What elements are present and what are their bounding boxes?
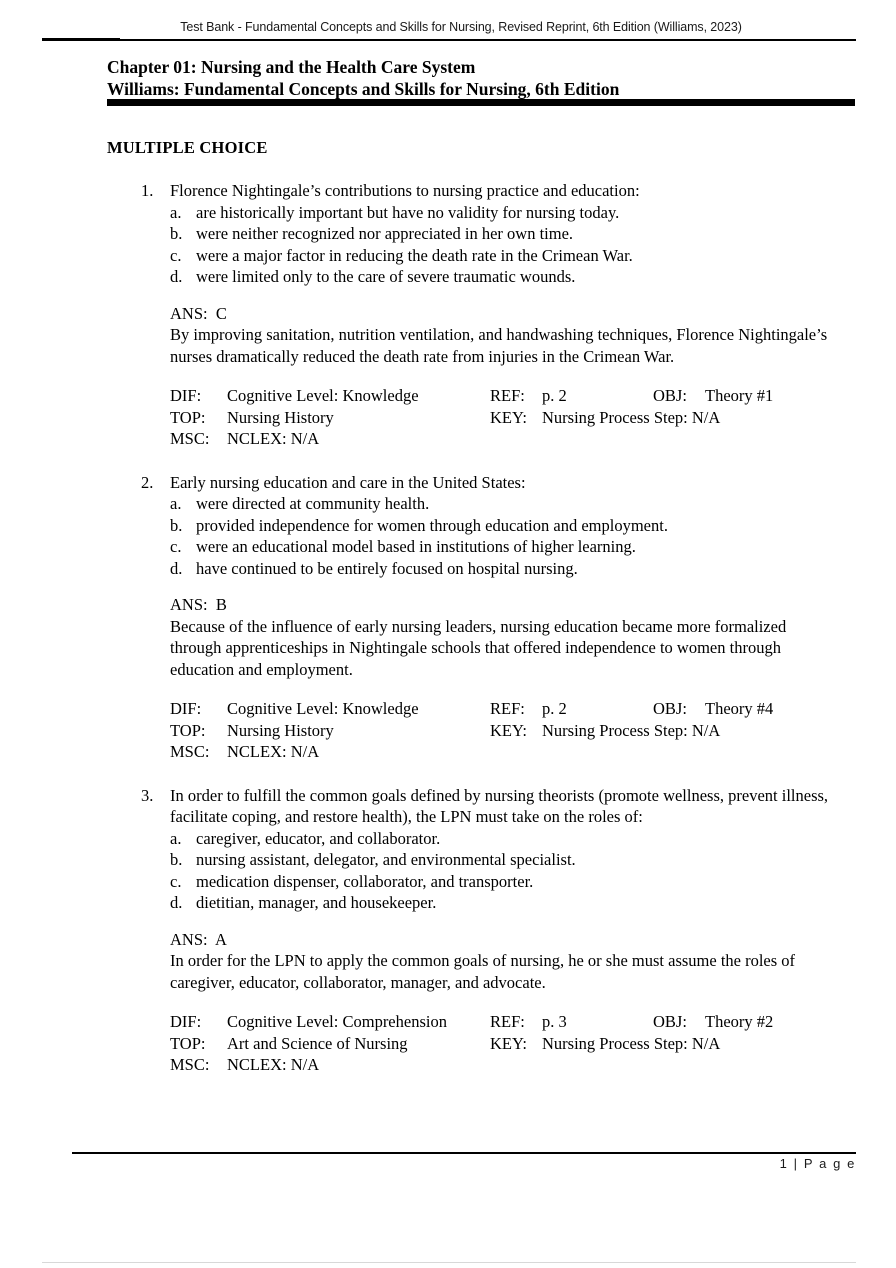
metadata-obj-label: OBJ: bbox=[653, 386, 687, 405]
answer-line bbox=[170, 303, 836, 325]
section-heading: MULTIPLE CHOICE bbox=[107, 138, 268, 157]
option-item[interactable] bbox=[0, 871, 896, 893]
option-item[interactable] bbox=[0, 266, 896, 288]
metadata-dif-label: DIF: bbox=[170, 699, 202, 718]
title-divider-bar bbox=[107, 99, 855, 106]
answer-block bbox=[0, 929, 896, 994]
answer-value: A bbox=[214, 929, 227, 949]
option-item[interactable] bbox=[0, 515, 896, 537]
option-letter: a. bbox=[170, 202, 182, 222]
metadata-row bbox=[170, 385, 896, 407]
answer-rationale: By improving sanitation, nutrition ventilation, and handwashing techniques, Florence Nightingale’s nurses dramatically reduced the death rate from injuries in the Crimean War. bbox=[170, 325, 828, 366]
option-text: were an educational model based in institutions of higher learning. bbox=[196, 537, 636, 556]
answer-gap bbox=[208, 304, 216, 323]
answer-label: ANS: bbox=[170, 303, 208, 323]
metadata-row bbox=[170, 741, 896, 763]
option-letter: c. bbox=[170, 245, 182, 265]
metadata-dif-value: Cognitive Level: Knowledge bbox=[227, 386, 419, 405]
answer-rationale: Because of the influence of early nursing leaders, nursing education became more formalized through apprenticeships in Nightingale schools that offered independence to women through education and employment. bbox=[170, 616, 787, 679]
question-stem-row bbox=[0, 472, 896, 494]
option-letter: c. bbox=[170, 871, 182, 891]
page-boundary-line bbox=[42, 1262, 856, 1263]
option-text: were directed at community health. bbox=[196, 494, 430, 513]
option-text: nursing assistant, delegator, and environmental specialist. bbox=[196, 850, 576, 869]
header-rule bbox=[42, 39, 856, 41]
answer-gap bbox=[208, 930, 215, 949]
option-text: were limited only to the care of severe traumatic wounds. bbox=[196, 267, 576, 286]
answer-block bbox=[0, 303, 896, 368]
option-letter: d. bbox=[170, 558, 183, 578]
metadata-obj-value: Theory #2 bbox=[705, 1012, 774, 1031]
option-text: were neither recognized nor appreciated in her own time. bbox=[196, 224, 574, 243]
metadata-dif-label: DIF: bbox=[170, 1012, 202, 1031]
question-item bbox=[0, 785, 896, 1076]
metadata-row bbox=[170, 720, 896, 742]
metadata-top-label: TOP: bbox=[170, 1033, 206, 1053]
metadata-row bbox=[170, 1054, 896, 1076]
option-item[interactable] bbox=[0, 828, 896, 850]
metadata-key-label: KEY: bbox=[490, 720, 527, 740]
option-text: dietitian, manager, and housekeeper. bbox=[196, 893, 437, 912]
option-item[interactable] bbox=[0, 202, 896, 224]
question-stem-row bbox=[0, 785, 896, 828]
metadata-top-value: Nursing History bbox=[227, 720, 334, 740]
answer-block bbox=[0, 594, 896, 680]
metadata-msc-label: MSC: bbox=[170, 1055, 210, 1074]
metadata-ref-label: REF: bbox=[490, 699, 525, 718]
question-stem: Florence Nightingale’s contributions to nursing practice and education: bbox=[170, 181, 640, 200]
option-list bbox=[0, 493, 896, 579]
question-stem: In order to fulfill the common goals defined by nursing theorists (promote wellness, prevent illness, facilitate coping, and restore health), the LPN must take on the roles of: bbox=[170, 785, 829, 826]
metadata-row bbox=[170, 428, 896, 450]
answer-label: ANS: bbox=[170, 595, 208, 614]
metadata-dif-label: DIF: bbox=[170, 386, 202, 405]
question-item bbox=[0, 472, 896, 763]
option-text: provided independence for women through education and employment. bbox=[196, 515, 668, 535]
metadata-key-label: KEY: bbox=[490, 1033, 527, 1053]
option-text: caregiver, educator, and collaborator. bbox=[196, 828, 441, 848]
metadata-top-value: Nursing History bbox=[227, 407, 334, 427]
option-text: were a major factor in reducing the death rate in the Crimean War. bbox=[196, 245, 633, 265]
chapter-title-block bbox=[107, 56, 867, 100]
option-item[interactable] bbox=[0, 849, 896, 871]
metadata-top-label: TOP: bbox=[170, 720, 206, 740]
option-text: medication dispenser, collaborator, and transporter. bbox=[196, 871, 534, 891]
metadata-ref-label: REF: bbox=[490, 1012, 525, 1031]
footer-rule bbox=[72, 1152, 856, 1154]
metadata-key-label: KEY: bbox=[490, 407, 527, 427]
option-text: have continued to be entirely focused on hospital nursing. bbox=[196, 558, 578, 578]
metadata-ref-value: p. 2 bbox=[542, 386, 567, 405]
option-item[interactable] bbox=[0, 558, 896, 580]
option-letter: a. bbox=[170, 494, 182, 513]
option-item[interactable] bbox=[0, 892, 896, 914]
metadata-obj-label: OBJ: bbox=[653, 1012, 687, 1031]
answer-line bbox=[170, 929, 836, 951]
metadata-key-value: Nursing Process Step: N/A bbox=[542, 720, 721, 740]
answer-value: B bbox=[215, 595, 227, 614]
option-letter: c. bbox=[170, 537, 182, 556]
metadata-dif-value: Cognitive Level: Comprehension bbox=[227, 1012, 447, 1031]
question-stem-row bbox=[0, 180, 896, 202]
question-list bbox=[0, 180, 896, 1098]
option-letter: b. bbox=[170, 515, 183, 535]
metadata-msc-label: MSC: bbox=[170, 742, 210, 761]
option-letter: b. bbox=[170, 224, 183, 243]
option-list bbox=[0, 202, 896, 288]
metadata-row bbox=[170, 1033, 896, 1055]
metadata-block bbox=[0, 1011, 896, 1076]
metadata-row bbox=[170, 407, 896, 429]
answer-label: ANS: bbox=[170, 929, 208, 949]
metadata-block bbox=[0, 385, 896, 450]
metadata-obj-value: Theory #4 bbox=[705, 699, 774, 718]
option-text: are historically important but have no validity for nursing today. bbox=[196, 202, 620, 222]
metadata-msc-label: MSC: bbox=[170, 429, 210, 448]
metadata-row bbox=[170, 1011, 896, 1033]
option-item[interactable] bbox=[0, 223, 896, 245]
answer-gap bbox=[208, 595, 216, 614]
metadata-block bbox=[0, 698, 896, 763]
question-stem: Early nursing education and care in the United States: bbox=[170, 472, 526, 492]
metadata-ref-label: REF: bbox=[490, 386, 525, 405]
metadata-key-value: Nursing Process Step: N/A bbox=[542, 1033, 721, 1053]
metadata-ref-value: p. 3 bbox=[542, 1012, 567, 1031]
metadata-top-value: Art and Science of Nursing bbox=[227, 1033, 408, 1053]
answer-line bbox=[170, 594, 836, 616]
running-header-text: Test Bank - Fundamental Concepts and Skills for Nursing, Revised Reprint, 6th Edition (Williams, 2023) bbox=[180, 20, 742, 34]
option-item[interactable] bbox=[0, 245, 896, 267]
option-letter: b. bbox=[170, 850, 183, 869]
option-letter: a. bbox=[170, 828, 182, 848]
question-number: 1. bbox=[141, 181, 154, 200]
option-letter: d. bbox=[170, 893, 183, 912]
running-header bbox=[0, 20, 896, 34]
metadata-ref-value: p. 2 bbox=[542, 699, 567, 718]
metadata-msc-value: NCLEX: N/A bbox=[227, 1055, 320, 1074]
metadata-row bbox=[170, 698, 896, 720]
answer-rationale: In order for the LPN to apply the common goals of nursing, he or she must assume the roles of caregiver, educator, collaborator, manager, and advocate. bbox=[170, 951, 796, 992]
option-list bbox=[0, 828, 896, 914]
question-number: 3. bbox=[141, 785, 154, 805]
metadata-top-label: TOP: bbox=[170, 407, 206, 427]
metadata-msc-value: NCLEX: N/A bbox=[227, 429, 320, 448]
chapter-title-line-2: Williams: Fundamental Concepts and Skills for Nursing, 6th Edition bbox=[107, 79, 620, 99]
metadata-dif-value: Cognitive Level: Knowledge bbox=[227, 699, 419, 718]
metadata-msc-value: NCLEX: N/A bbox=[227, 742, 320, 761]
option-letter: d. bbox=[170, 267, 183, 286]
page-number: 1 | P a g e bbox=[779, 1156, 856, 1171]
question-item bbox=[0, 180, 896, 450]
question-number: 2. bbox=[141, 472, 154, 492]
metadata-key-value: Nursing Process Step: N/A bbox=[542, 407, 721, 427]
answer-value: C bbox=[215, 303, 227, 323]
option-item[interactable] bbox=[0, 536, 896, 558]
chapter-title-line-1: Chapter 01: Nursing and the Health Care System bbox=[107, 57, 476, 77]
metadata-obj-value: Theory #1 bbox=[705, 386, 774, 405]
option-item[interactable] bbox=[0, 493, 896, 515]
metadata-obj-label: OBJ: bbox=[653, 699, 687, 718]
